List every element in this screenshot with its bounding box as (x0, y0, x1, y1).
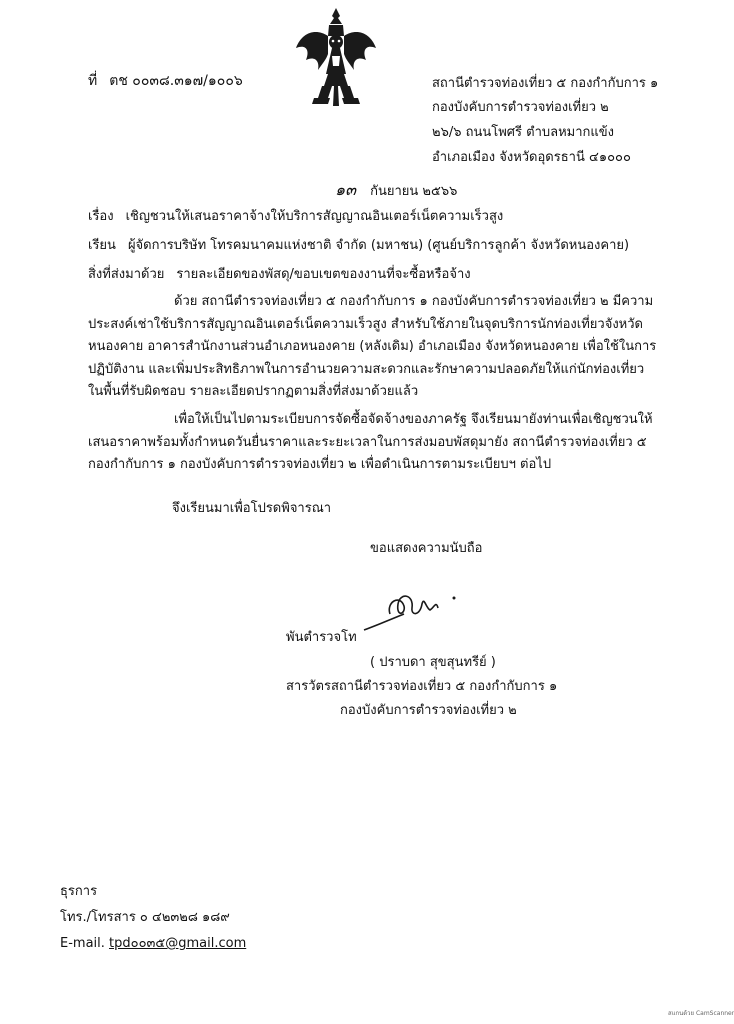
email-label: E-mail. (60, 936, 105, 951)
enclosure-line (88, 263, 471, 284)
enclosure-label: สิ่งที่ส่งมาด้วย (88, 267, 165, 282)
closing-salutation: ขอแสดงความนับถือ (370, 541, 483, 556)
signer-rank: พันตำรวจโท (286, 630, 357, 645)
paragraph-1-line: ด้วย สถานีตำรวจท่องเที่ยว ๕ กองกำกับการ ๑ กองบังคับการตำรวจท่องเที่ยว ๒ มีความ (174, 294, 654, 309)
sender-address-line-4: อำเภอเมือง จังหวัดอุดรธานี ๔๑๐๐๐ (432, 150, 631, 165)
paragraph-1-line: ประสงค์เช่าใช้บริการสัญญาณอินเตอร์เน็ตความเร็วสูง สำหรับใช้ภายในจุดบริการนักท่องเที่ยวจังหวัด (88, 316, 643, 332)
footer-department: ธุรการ (60, 884, 98, 899)
paragraph-1-line: หนองคาย อาคารสำนักงานส่วนอำเภอหนองคาย (หลังเดิม) อำเภอเมือง จังหวัดหนองคาย เพื่อใช้ในการ (88, 339, 657, 354)
sender-address-line-3: ๒๖/๖ ถนนโพศรี ตำบลหมากแข้ง (432, 125, 615, 140)
signer-name: ( ปราบดา สุขสุนทรีย์ ) (370, 655, 496, 670)
subject-text: เชิญชวนให้เสนอราคาจ้างให้บริการสัญญาณอินเตอร์เน็ตความเร็วสูง (125, 209, 504, 224)
paragraph-2-line: กองกำกับการ ๑ กองบังคับการตำรวจท่องเที่ยว ๒ เพื่อดำเนินการตามระเบียบฯ ต่อไป (88, 457, 552, 472)
reference-line (88, 70, 243, 92)
reference-label: ที่ (88, 73, 98, 89)
footer-email-line (60, 932, 246, 953)
closing-request: จึงเรียนมาเพื่อโปรดพิจารณา (172, 501, 332, 516)
recipient-line (88, 234, 629, 255)
date-month-year: กันยายน ๒๕๖๖ (370, 184, 458, 199)
body-paragraph-1 (88, 291, 668, 404)
paragraph-1-line: ปฏิบัติงาน และเพิ่มประสิทธิภาพในการอำนวยความสะดวกและรักษาความปลอดภัยให้แก่นักท่องเที่ยว (88, 361, 645, 377)
recipient-label: เรียน (88, 238, 116, 253)
subject-line (88, 205, 503, 226)
email-link[interactable]: tpd๐๐๓๕@gmail.com (109, 936, 247, 951)
garuda-emblem (292, 6, 380, 110)
footer-phone: โทร./โทรสาร ๐ ๔๒๓๒๘ ๑๘๙ (60, 910, 230, 925)
enclosure-text: รายละเอียดของพัสดุ/ขอบเขตของงานที่จะซื้อหรือจ้าง (176, 267, 471, 282)
handwritten-signature (360, 584, 470, 644)
body-paragraph-2 (88, 409, 668, 477)
reference-number: ตช ๐๐๓๘.๓๑๗/๑๐๐๖ (109, 73, 243, 89)
sender-address-line-2: กองบังคับการตำรวจท่องเที่ยว ๒ (432, 100, 609, 115)
paragraph-1-line: ในพื้นที่รับผิดชอบ รายละเอียดปรากฏตามสิ่งที่ส่งมาด้วยแล้ว (88, 384, 419, 399)
signer-position-line-2: กองบังคับการตำรวจท่องเที่ยว ๒ (340, 703, 517, 718)
subject-label: เรื่อง (88, 209, 114, 224)
paragraph-2-line: เสนอราคาพร้อมทั้งกำหนดวันยื่นราคาและระยะเวลาในการส่งมอบพัสดุมายัง สถานีตำรวจท่องเที่ยว ๕ (88, 434, 647, 450)
sender-address-line-1: สถานีตำรวจท่องเที่ยว ๕ กองกำกับการ ๑ (432, 76, 659, 91)
letter-date (335, 178, 457, 203)
recipient-text: ผู้จัดการบริษัท โทรคมนาคมแห่งชาติ จำกัด (มหาชน) (ศูนย์บริการลูกค้า จังหวัดหนองคาย) (127, 238, 630, 253)
signer-position-line-1: สารวัตรสถานีตำรวจท่องเที่ยว ๕ กองกำกับการ ๑ (286, 679, 558, 694)
paragraph-2-line: เพื่อให้เป็นไปตามระเบียบการจัดซื้อจัดจ้างของภาครัฐ จึงเรียนมายังท่านเพื่อเชิญชวนให้ (174, 412, 653, 427)
scanner-watermark: สแกนด้วย CamScanner (668, 1010, 734, 1017)
date-day: ๑๓ (335, 180, 357, 199)
